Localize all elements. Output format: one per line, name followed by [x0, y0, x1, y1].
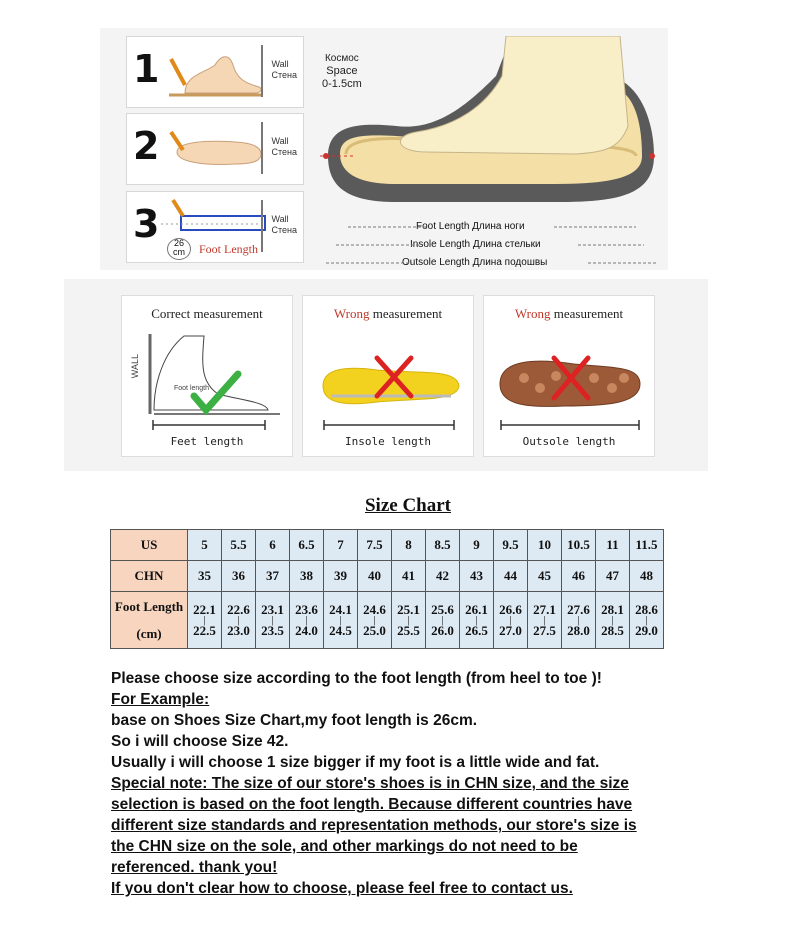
foot-length-cell: 27.6 | 28.0 [562, 592, 596, 649]
wall-line [261, 200, 263, 252]
ruler-badge: 26 cm [167, 238, 191, 260]
us-size-cell: 5.5 [222, 530, 256, 561]
note-line: the CHN size on the sole, and other markings do not need to be [111, 838, 578, 855]
note-line: Special note: The size of our store's shoes is in CHN size, and the size [111, 775, 629, 792]
panel-title: Correct measurement [151, 306, 263, 321]
us-size-cell: 7 [324, 530, 358, 561]
foot-length-cell: 26.6 | 27.0 [494, 592, 528, 649]
size-chart-table [110, 529, 664, 649]
us-size-cell: 8 [392, 530, 426, 561]
panel-title: Wrong measurement [333, 306, 443, 321]
us-size-cell: 8.5 [426, 530, 460, 561]
insole-length-line: Insole Length Длина стельки [410, 239, 541, 250]
measure-bracket [323, 420, 455, 432]
chn-size-cell: 43 [460, 561, 494, 592]
us-size-row [111, 530, 664, 561]
step-2-panel [126, 113, 304, 185]
step-1-panel [126, 36, 304, 108]
ruler-illustration [159, 198, 269, 234]
length-arrows [324, 218, 658, 274]
note-line: If you don't clear how to choose, please feel free to contact us. [111, 880, 573, 897]
foot-length-cell: 26.1 | 26.5 [460, 592, 494, 649]
foot-length-cell: 25.6 | 26.0 [426, 592, 460, 649]
note-line: Please choose size according to the foot length (from heel to toe )! [111, 670, 602, 687]
outsole-length-line: Outsole Length Длина подошвы [402, 257, 548, 268]
panel-caption: Insole length [344, 435, 432, 448]
note-line: base on Shoes Size Chart,my foot length is 26cm. [111, 712, 478, 729]
note-line: different size standards and representation methods, our store's size is [111, 817, 637, 834]
note-line: Usually i will choose 1 size bigger if my foot is a little wide and fat. [111, 754, 600, 771]
foot-length-row [111, 592, 664, 649]
outsole-illustration [494, 348, 644, 418]
measure-bracket [152, 420, 266, 432]
chn-size-cell: 38 [290, 561, 324, 592]
foot-length-cell: 27.1 | 27.5 [528, 592, 562, 649]
foot-length-cell: 22.6 | 23.0 [222, 592, 256, 649]
foot-length-header: Foot Length (cm) [111, 592, 188, 649]
note-line: referenced. thank you! [111, 859, 278, 876]
correct-measurement-panel [121, 295, 293, 457]
us-size-cell: 9 [460, 530, 494, 561]
wrong-insole-panel [302, 295, 474, 457]
step-number: 1 [133, 47, 160, 91]
us-header: US [111, 530, 188, 561]
insole-illustration [317, 350, 463, 416]
us-size-cell: 10 [528, 530, 562, 561]
chn-size-cell: 39 [324, 561, 358, 592]
us-size-cell: 7.5 [358, 530, 392, 561]
foot-length-cell: 28.1 | 28.5 [596, 592, 630, 649]
chn-size-cell: 46 [562, 561, 596, 592]
panel-title: Wrong measurement [514, 306, 624, 321]
us-size-cell: 10.5 [562, 530, 596, 561]
foot-length-label: Foot Length [199, 242, 258, 256]
step-number: 3 [133, 202, 160, 246]
foot-against-wall [144, 332, 284, 418]
chn-size-cell: 35 [188, 561, 222, 592]
space-label: Космос Space 0-1.5cm [322, 53, 362, 90]
foot-length-cell: 22.1 | 22.5 [188, 592, 222, 649]
step-3-panel [126, 191, 304, 263]
note-line: So i will choose Size 42. [111, 733, 289, 750]
note-line: For Example: [111, 691, 210, 708]
foot-length-cell: 23.1 | 23.5 [256, 592, 290, 649]
wall-line [261, 45, 263, 97]
chn-size-cell: 42 [426, 561, 460, 592]
shoe-cross-section [316, 36, 666, 216]
measure-bracket [500, 420, 640, 432]
foot-length-cell: 24.1 | 24.5 [324, 592, 358, 649]
chn-size-cell: 45 [528, 561, 562, 592]
foot-length-cell: 28.6 | 29.0 [630, 592, 664, 649]
chn-size-cell: 48 [630, 561, 664, 592]
foot-length-cell: 24.6 | 25.0 [358, 592, 392, 649]
foot-length-line: Foot Length Длина ноги [416, 221, 525, 232]
step-number: 2 [133, 124, 160, 168]
us-size-cell: 11 [596, 530, 630, 561]
inner-foot-length-label: Foot length [174, 385, 210, 392]
chn-size-cell: 41 [392, 561, 426, 592]
wall-label: Wall Стена [271, 136, 297, 157]
panel-caption: Feet length [170, 435, 244, 448]
foot-length-cell: 23.6 | 24.0 [290, 592, 324, 649]
wall-label: Wall Стена [271, 214, 297, 235]
us-size-cell: 6.5 [290, 530, 324, 561]
chn-header: CHN [111, 561, 188, 592]
us-size-cell: 5 [188, 530, 222, 561]
size-notes [111, 668, 751, 899]
chn-size-cell: 40 [358, 561, 392, 592]
foot-length-cell: 25.1 | 25.5 [392, 592, 426, 649]
wrong-outsole-panel [483, 295, 655, 457]
chn-size-cell: 37 [256, 561, 290, 592]
chn-size-cell: 44 [494, 561, 528, 592]
note-line: selection is based on the foot length. Because different countries have [111, 796, 633, 813]
chn-size-cell: 47 [596, 561, 630, 592]
us-size-cell: 11.5 [630, 530, 664, 561]
panel-caption: Outsole length [522, 435, 616, 448]
chn-size-row [111, 561, 664, 592]
wall-line [261, 122, 263, 174]
us-size-cell: 9.5 [494, 530, 528, 561]
chn-size-cell: 36 [222, 561, 256, 592]
foot-top-illustration [165, 122, 265, 178]
wall-label: Wall Стена [271, 59, 297, 80]
foot-side-illustration [165, 45, 265, 101]
us-size-cell: 6 [256, 530, 290, 561]
size-chart-title: Size Chart [364, 495, 451, 516]
wall-text: WALL [130, 354, 140, 379]
